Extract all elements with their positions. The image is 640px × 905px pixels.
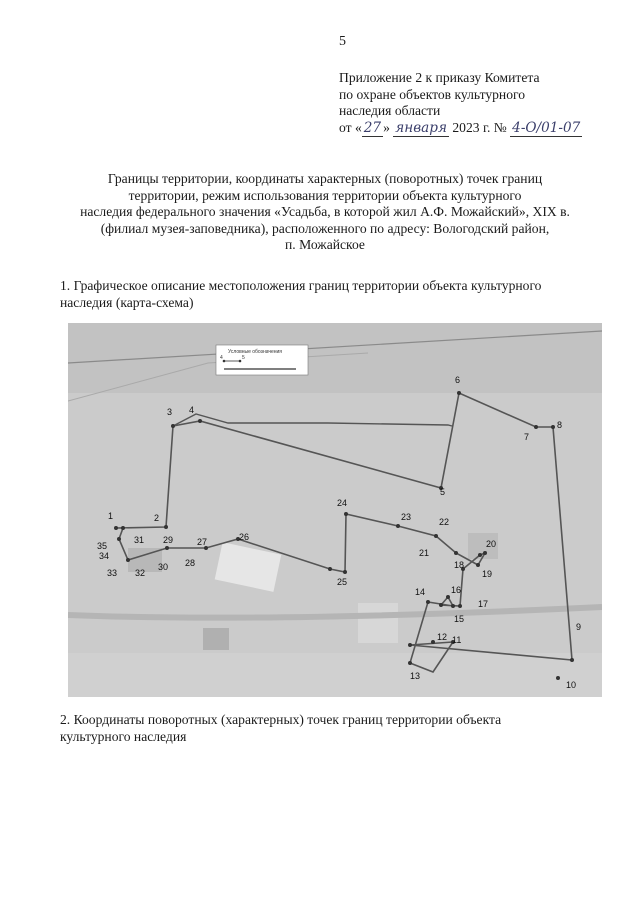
title-line-4: (филиал музея-заповедника), расположенного по адресу: Вологодский район,	[100, 220, 550, 236]
point-label-34: 34	[99, 551, 110, 561]
boundary-vertex-24	[344, 512, 348, 516]
document-title	[60, 171, 590, 254]
page-number: 5	[339, 34, 346, 49]
point-label-17: 17	[478, 599, 489, 609]
point-label-13: 13	[410, 671, 421, 681]
boundary-vertex-33	[439, 603, 443, 607]
point-label-35: 35	[97, 541, 108, 551]
boundary-vertex-6	[457, 391, 461, 395]
boundary-vertex-21	[454, 551, 458, 555]
boundary-map-svg	[68, 323, 602, 697]
section-2-line-1: 2. Координаты поворотных (характерных) точек границ территории объекта	[60, 712, 502, 727]
boundary-vertex-12	[431, 640, 435, 644]
date-prefix: от «	[339, 119, 362, 135]
boundary-vertex-30	[117, 537, 121, 541]
title-line-5: п. Можайское	[285, 237, 365, 252]
section-2-heading	[60, 712, 620, 745]
boundary-vertex-9	[570, 658, 574, 662]
appendix-line-2: по охране объектов культурного	[339, 86, 526, 102]
title-line-1: Границы территории, координаты характерных (поворотных) точек границ	[107, 171, 543, 186]
section-2-line-2: культурного наследия	[60, 728, 187, 744]
legend-title: Условные обозначения	[228, 349, 283, 355]
boundary-vertex-2	[164, 525, 168, 529]
boundary-vertex-32	[343, 570, 347, 574]
boundary-vertex-20	[476, 563, 480, 567]
point-label-14: 14	[415, 587, 426, 597]
boundary-vertex-14	[426, 600, 430, 604]
boundary-vertex-25	[328, 567, 332, 571]
point-label-23: 23	[401, 512, 412, 522]
point-label-33: 33	[107, 568, 118, 578]
boundary-vertex-1	[114, 526, 118, 530]
boundary-vertex-3	[171, 424, 175, 428]
section-1-line-1: 1. Графическое описание местоположения границ территории объекта культурного	[60, 278, 542, 293]
point-label-7: 7	[524, 432, 530, 442]
appendix-date-line	[339, 120, 629, 137]
point-label-31: 31	[134, 535, 145, 545]
appendix-header	[339, 70, 629, 136]
date-year: 2023 г. №	[448, 119, 511, 135]
point-label-32: 32	[135, 568, 146, 578]
point-label-9: 9	[576, 622, 582, 632]
point-label-11: 11	[452, 635, 462, 645]
point-label-27: 27	[197, 537, 208, 547]
point-label-16: 16	[451, 585, 462, 595]
boundary-vertex-35	[408, 643, 412, 647]
section-1-heading	[60, 278, 620, 311]
point-label-28: 28	[185, 558, 196, 568]
boundary-vertex-22	[434, 534, 438, 538]
point-label-24: 24	[337, 498, 348, 508]
point-label-10: 10	[566, 680, 577, 690]
title-line-2: территории, режим использования территории объекта культурного	[128, 187, 522, 203]
section-1-line-2: наследия (карта-схема)	[60, 294, 194, 310]
point-label-6: 6	[455, 375, 461, 385]
date-mid: »	[383, 119, 394, 135]
point-label-1: 1	[108, 511, 114, 521]
point-label-20: 20	[486, 539, 497, 549]
boundary-vertex-4	[198, 419, 202, 423]
appendix-line-3: наследия области	[339, 103, 441, 118]
point-label-2: 2	[154, 513, 160, 523]
date-day: 27	[363, 119, 382, 136]
order-number: 4-О/01-07	[512, 119, 581, 136]
point-label-3: 3	[167, 407, 173, 417]
boundary-vertex-19	[483, 551, 487, 555]
point-label-26: 26	[239, 532, 250, 542]
point-label-8: 8	[557, 420, 563, 430]
boundary-map	[68, 323, 602, 697]
point-label-4: 4	[189, 405, 195, 415]
legend-sample-a: 4	[220, 355, 223, 361]
boundary-vertex-15	[451, 604, 455, 608]
point-label-5: 5	[440, 487, 446, 497]
boundary-vertex-16	[458, 604, 462, 608]
legend-sample-b: 5	[242, 355, 245, 361]
boundary-vertex-34	[446, 595, 450, 599]
point-label-22: 22	[439, 517, 450, 527]
point-label-25: 25	[337, 577, 348, 587]
point-label-18: 18	[454, 560, 465, 570]
boundary-vertex-18	[478, 553, 482, 557]
boundary-vertex-13	[408, 661, 412, 665]
date-month: января	[395, 119, 447, 136]
point-label-21: 21	[419, 548, 430, 558]
boundary-vertex-31	[121, 526, 125, 530]
point-label-30: 30	[158, 562, 169, 572]
boundary-vertex-29	[126, 558, 130, 562]
point-label-29: 29	[163, 535, 174, 545]
title-line-3: наследия федерального значения «Усадьба, в которой жил А.Ф. Можайский», XIX в.	[80, 204, 570, 219]
boundary-vertex-7	[534, 425, 538, 429]
boundary-vertex-23	[396, 524, 400, 528]
boundary-vertex-10	[556, 676, 560, 680]
map-legend	[216, 345, 308, 375]
point-label-19: 19	[482, 569, 493, 579]
point-label-12: 12	[437, 632, 448, 642]
appendix-line-1: Приложение 2 к приказу Комитета	[339, 70, 540, 85]
boundary-vertex-8	[551, 425, 555, 429]
boundary-vertex-28	[165, 546, 169, 550]
point-label-15: 15	[454, 614, 465, 624]
